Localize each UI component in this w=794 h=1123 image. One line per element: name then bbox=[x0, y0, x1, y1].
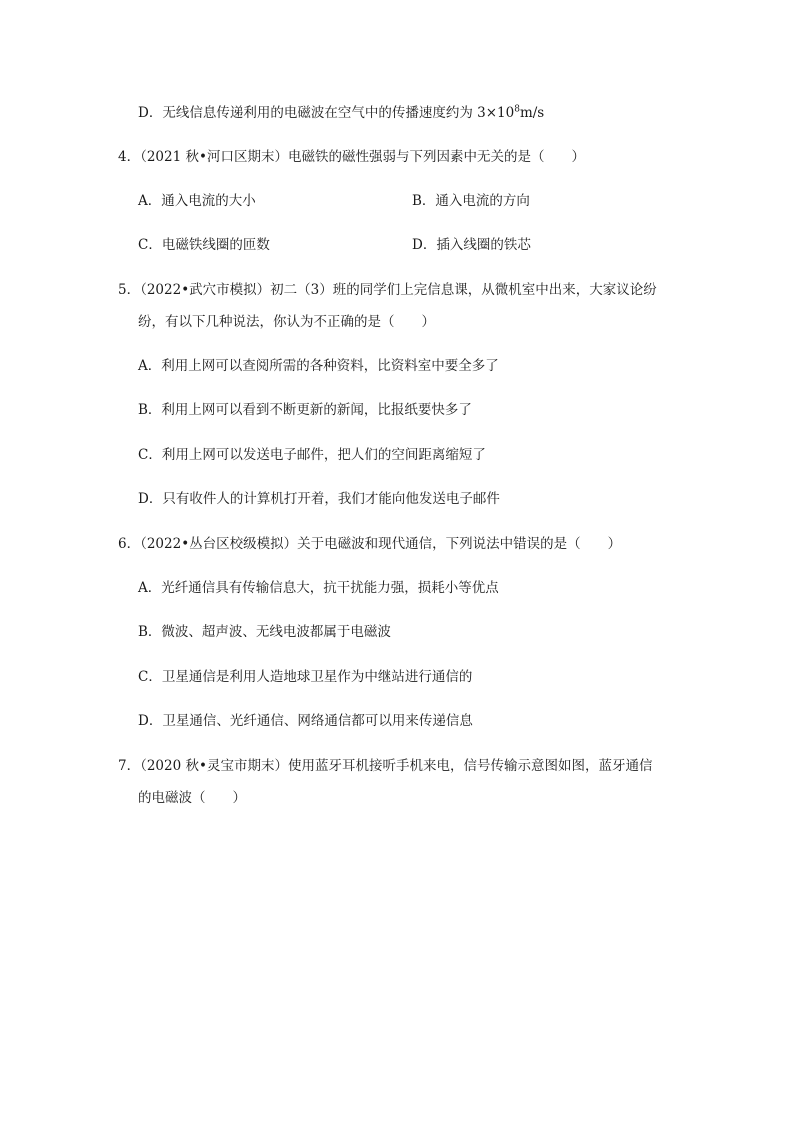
q3-option-d-text: D．无线信息传递利用的电磁波在空气中的传播速度约为 3×10 bbox=[138, 105, 515, 121]
q6-option-c: C．卫星通信是利用人造地球卫星作为中继站进行通信的 bbox=[138, 669, 473, 685]
q6-option-d: D．卫星通信、光纤通信、网络通信都可以用来传递信息 bbox=[138, 713, 473, 729]
q3-option-d-unit: m/s bbox=[519, 105, 545, 121]
q4-stem: 4．（2021 秋•河口区期末）电磁铁的磁性强弱与下列因素中无关的是（ ） bbox=[118, 149, 585, 165]
q5-option-a: A．利用上网可以查阅所需的各种资料，比资料室中要全多了 bbox=[138, 358, 499, 374]
q7-stem-line1: 7．（2020 秋•灵宝市期末）使用蓝牙耳机接听手机来电，信号传输示意图如图，蓝牙通信 bbox=[118, 758, 653, 774]
q4-option-d: D．插入线圈的铁芯 bbox=[412, 237, 531, 253]
q4-option-c: C．电磁铁线圈的匝数 bbox=[138, 237, 270, 253]
q5-stem-line2: 纷，有以下几种说法，你认为不正确的是（ ） bbox=[138, 314, 435, 330]
q4-option-b: B．通入电流的方向 bbox=[412, 193, 530, 209]
q5-stem-line1: 5．（2022•武穴市模拟）初二（3）班的同学们上完信息课，从微机室中出来，大家议论纷 bbox=[118, 282, 657, 298]
q4-option-a: A．通入电流的大小 bbox=[138, 193, 256, 209]
q6-option-b: B．微波、超声波、无线电波都属于电磁波 bbox=[138, 624, 391, 640]
q3-option-d-exponent: 8 bbox=[514, 104, 520, 115]
q3-option-d bbox=[138, 103, 544, 123]
q5-option-c: C．利用上网可以发送电子邮件，把人们的空间距离缩短了 bbox=[138, 447, 486, 463]
q5-option-b: B．利用上网可以看到不断更新的新闻，比报纸要快多了 bbox=[138, 402, 472, 418]
q7-stem-line2: 的电磁波（ ） bbox=[138, 790, 246, 806]
q6-stem: 6．（2022•丛台区校级模拟）关于电磁波和现代通信，下列说法中错误的是（ ） bbox=[118, 536, 622, 552]
q6-option-a: A．光纤通信具有传输信息大，抗干扰能力强，损耗小等优点 bbox=[138, 580, 499, 596]
q5-option-d: D．只有收件人的计算机打开着，我们才能向他发送电子邮件 bbox=[138, 491, 500, 507]
